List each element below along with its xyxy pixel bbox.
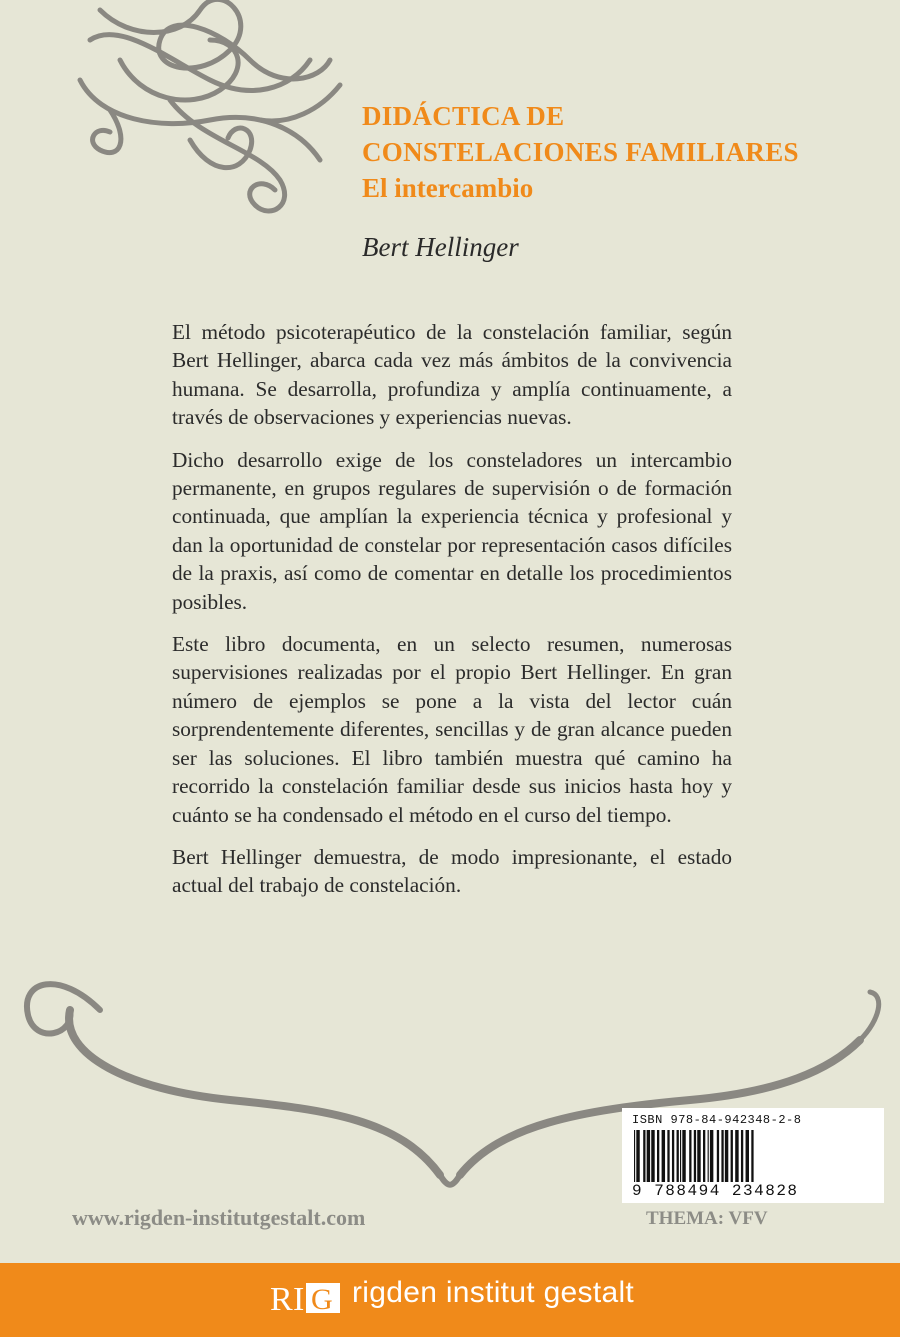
barcode-bar [725,1130,728,1182]
barcode-bar [689,1130,691,1182]
title-line-2: CONSTELACIONES FAMILIARES [362,137,799,167]
barcode-bar [721,1130,723,1182]
description-paragraph-4: Bert Hellinger demuestra, de modo impresionante, el estado actual del trabajo de constelación. [172,844,732,898]
barcode-bar [651,1130,654,1182]
barcode-bar [680,1130,681,1182]
title-line-1: DIDÁCTICA DE [362,101,565,131]
barcode-bar [636,1130,639,1182]
barcode-bar [708,1130,709,1182]
description-paragraph-3: Este libro documenta, en un selecto resumen, numerosas supervisiones realizadas por el propio Bert Hellinger. En gran número de ejemplos se pone a la vista del lector cuán sorprendentemente diferentes, sencillas y de gran alcance pueden ser las soluciones. El libro también muestra qué camino ha recorrido la constelación familiar desde sus inicios hasta hoy y cuánto se ha condensado el método en el curso del tiempo. [172,632,732,827]
barcode-bar [694,1130,696,1182]
barcode-digits: 9 788494 234828 [632,1182,799,1200]
logo-letter-r: R [270,1281,293,1316]
barcode-bar [731,1130,733,1182]
barcode-bars [632,1130,876,1182]
barcode-bar [746,1130,749,1182]
description-paragraph-2: Dicho desarrollo exige de los consteladores un intercambio permanente, en grupos regulares de supervisión o de formación continuada, que amplían la experiencia técnica y profesional y dan la oportunidad de constelar por representación casos difíciles de la praxis, así como de comentar en detalle los procedimientos posibles. [172,447,732,614]
calligraphic-ornament-top [60,0,360,230]
barcode-bar [647,1130,650,1182]
barcode-bar [717,1130,719,1182]
logo-letter-g: G [311,1283,333,1316]
author-name: Bert Hellinger [362,232,519,262]
barcode-bar [751,1130,753,1182]
barcode-bar [735,1130,738,1182]
isbn-label: ISBN 978-84-942348-2-8 [632,1113,802,1127]
description-paragraph-1: El método psicoterapéutico de la constelación familiar, según Bert Hellinger, abarca cada vez más ámbitos de la convivencia humana. Se desarrolla, profundiza y amplía continuamente, a través de observaciones y experiencias nuevas. [172,320,732,430]
thema-code: THEMA: VFV [646,1208,768,1229]
logo-letter-i: I [293,1281,305,1316]
publisher-website: www.rigden-institutgestalt.com [72,1205,366,1230]
barcode-bar [710,1130,713,1182]
barcode-bar [697,1130,700,1182]
barcode-bar [682,1130,685,1182]
barcode-bar [677,1130,679,1182]
isbn-barcode [622,1108,884,1203]
barcode-bar [657,1130,659,1182]
book-description [172,318,732,914]
barcode-bar [703,1130,705,1182]
barcode-bar [741,1130,743,1182]
book-title [362,98,799,170]
publisher-logo [268,1280,344,1316]
barcode-bar [667,1130,669,1182]
barcode-bar [672,1130,674,1182]
publisher-name: rigden institut gestalt [352,1276,635,1309]
book-subtitle: El intercambio [362,173,534,203]
barcode-bar [634,1130,635,1182]
barcode-bar [643,1130,645,1182]
barcode-bar [662,1130,665,1182]
